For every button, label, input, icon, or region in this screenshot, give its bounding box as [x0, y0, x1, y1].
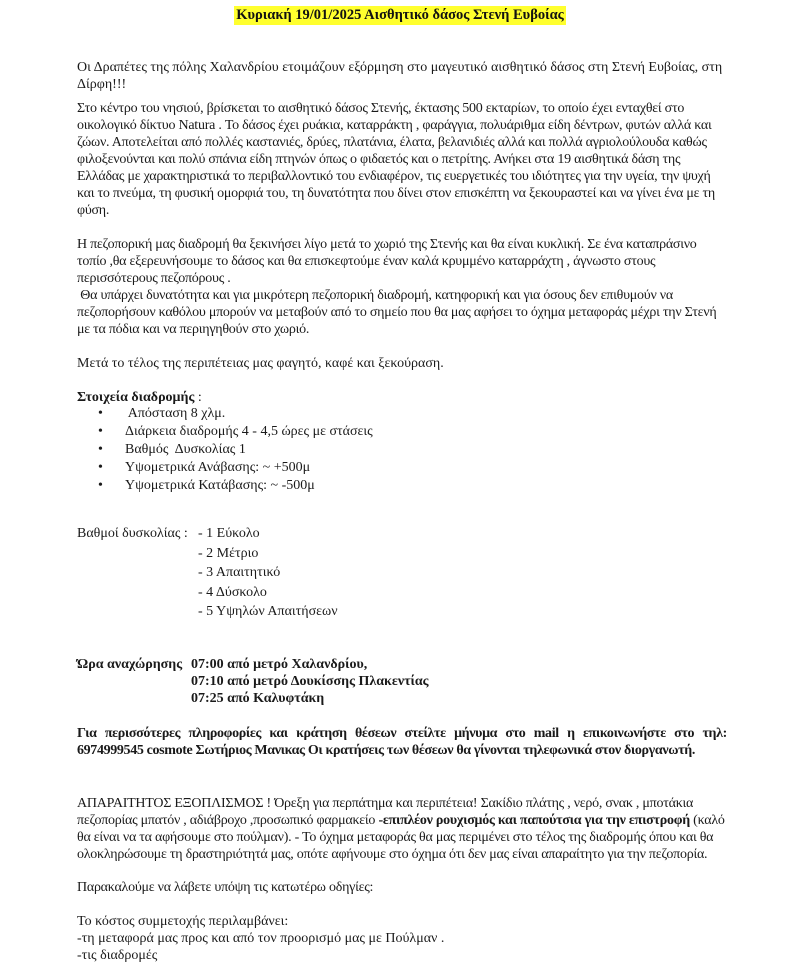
- departure-row: [77, 656, 429, 673]
- grade-item: - 2 Μέτριο: [198, 545, 259, 561]
- title-container: [0, 6, 800, 25]
- list-item-text: Απόσταση 8 χλμ.: [125, 406, 226, 421]
- equipment-paragraph: [77, 795, 727, 863]
- after-paragraph: Μετά το τέλος της περιπέτειας μας φαγητό, καφέ και ξεκούραση.: [77, 356, 444, 371]
- grade-item: - 4 Δύσκολο: [198, 584, 267, 600]
- route-details-heading: [77, 389, 727, 406]
- departure-row: [77, 690, 429, 707]
- bullet-icon: •: [98, 442, 103, 457]
- equipment-text-continued: (καλό θα είναι να τα αφήσουμε στο πούλμαν). - Το όχημα μεταφοράς θα μας περιμένει στο τέλος της διαδρομής όπου και θα ολοκληρώσουμε τη δραστηριότητά μας, οπότε αφήνουμε στο όχημα ότι δεν μας είναι απαραίτητο για την πεζοπορία.: [77, 813, 725, 862]
- grade-item: - 5 Υψηλών Απαιτήσεων: [198, 604, 338, 619]
- intro-paragraph: Οι Δραπέτες της πόλης Χαλανδρίου ετοιμάζουν εξόρμηση στο μαγευτικό αισθητικό δάσος στη Στενή Ευβοίας, στη Δίρφη!!!: [77, 60, 723, 92]
- page-title: Κυριακή 19/01/2025 Αισθητικό δάσος Στενή Ευβοίας: [236, 7, 564, 23]
- list-item: [98, 405, 373, 423]
- departure-row: [77, 673, 429, 690]
- list-item-text: Διάρκεια διαδρομής 4 - 4,5 ώρες με στάσεις: [125, 424, 373, 439]
- difficulty-grades-label: Βαθμοί δυσκολίας :: [77, 526, 188, 541]
- route-short-paragraph: Θα υπάρχει δυνατότητα και για μικρότερη πεζοπορική διαδρομή, κατηφορική και για όσους δεν επιθυμούν να πεζοπορήσουν καθόλου μπορούν να μεταβούν από το σημείο που θα μας αφήσει το όχημα μεταφοράς μέχρι την Στενή με τα πόδια και να περιηγηθούν στο χωριό.: [77, 288, 720, 337]
- list-item: [98, 477, 373, 495]
- bullet-icon: •: [98, 406, 103, 421]
- contact-paragraph: Για περισσότερες πληροφορίες και κράτηση θέσεων στείλτε μήνυμα στο mail η επικοινωνήστε στο τηλ: 6974999545 cosmote Σωτήριος Μανικας Οι κρατήσεις των θέσεων θα γίνονται τηλεφωνικά στον διοργανωτή.: [77, 726, 727, 758]
- route-details-title: Στοιχεία διαδρομής: [77, 390, 195, 405]
- grade-row: [77, 563, 338, 583]
- departure-item: 07:00 από μετρό Χαλανδρίου,: [191, 657, 368, 672]
- grade-row: [77, 583, 338, 603]
- list-item: [98, 423, 373, 441]
- cost-item: -τις διαδρομές: [77, 948, 158, 963]
- bullet-icon: •: [98, 460, 103, 475]
- bullet-icon: •: [98, 424, 103, 439]
- grade-item: - 1 Εύκολο: [198, 526, 260, 541]
- list-item: [98, 459, 373, 477]
- route-details-colon: :: [194, 390, 202, 405]
- cost-section: [77, 913, 727, 964]
- list-item-text: Υψομετρικά Ανάβασης: ~ +500μ: [125, 460, 311, 475]
- instructions-line: Παρακαλούμε να λάβετε υπόψη τις κατωτέρω οδηγίες:: [77, 880, 374, 895]
- difficulty-grades: [77, 524, 338, 622]
- list-item: [98, 441, 373, 459]
- grade-item: - 3 Απαιτητικό: [198, 565, 281, 580]
- grade-row: [77, 544, 338, 564]
- route-intro-paragraph: Η πεζοπορική μας διαδρομή θα ξεκινήσει λίγο μετά το χωριό της Στενής και θα είναι κυκλική. Σε ένα καταπράσινο τοπίο ,θα εξερευνήσουμε το δάσος και θα επισκεφτούμε έναν καλά κρυμμένο καταρράχτη , άγνωστο στους περισσότερους πεζοπόρους .: [77, 237, 697, 286]
- description-paragraph: Στο κέντρο του νησιού, βρίσκεται το αισθητικό δάσος Στενής, έκτασης 500 εκταρίων, το οποίο έχει ενταχθεί στο οικολογικό δίκτυο Natura . Το δάσος έχει ρυάκια, καταρράκτη , φαράγγια, πολυάριθμα είδη δέντρων, φυτών αλλά και ζώων. Αποτελείται από πολλές καστανιές, δρύες, πλατάνια, έλατα, βελανιδιές αλλά και πολλά αγριολούλουδα καθώς φιλοξενούνται και πολύ σπάνια είδη πτηνών όπως ο φιδαετός και ο πετρίτης. Ανήκει στα 19 αισθητικά δάση της Ελλάδας με χαρακτηριστικά το περιβαλλοντικό του ενδιαφέρον, τις ευεργετικές του ιδιότητες για την υγεία, την ψυχή και το πνεύμα, τη φυσική ομορφιά του, τη δυνατότητα που δίνει στον επισκέπτη να ξεκουραστεί και να γίνει ένα με τη φύση.: [77, 101, 715, 218]
- route-details-list: [98, 405, 373, 495]
- grade-row: [77, 524, 338, 544]
- departure-times: [77, 656, 429, 707]
- bullet-icon: •: [98, 478, 103, 493]
- list-item-text: Βαθμός Δυσκολίας 1: [125, 442, 246, 457]
- equipment-bold-text: -επιπλέον ρουχισμός και παπούτσια για την επιστροφή: [378, 813, 690, 828]
- list-item-text: Υψομετρικά Κατάβασης: ~ -500μ: [125, 478, 315, 493]
- departure-label: Ώρα αναχώρησης: [77, 657, 183, 672]
- departure-item: 07:10 από μετρό Δουκίσσης Πλακεντίας: [191, 674, 429, 689]
- grade-row: [77, 602, 338, 622]
- departure-item: 07:25 από Καλυφτάκη: [191, 691, 325, 706]
- cost-heading: Το κόστος συμμετοχής περιλαμβάνει:: [77, 914, 289, 929]
- equipment-text: ΑΠΑΡΑΙΤΗΤΟΣ ΕΞΟΠΛΙΣΜΟΣ ! Όρεξη για περπάτημα και περιπέτεια! Σακίδιο πλάτης , νερό, σνακ , μποτάκια πεζοπορίας μπατόν , αδιάβροχο ,προσωπικό φαρμακείο: [77, 796, 694, 828]
- cost-item: -τη μεταφορά μας προς και από τον προορισμό μας με Πούλμαν .: [77, 931, 445, 946]
